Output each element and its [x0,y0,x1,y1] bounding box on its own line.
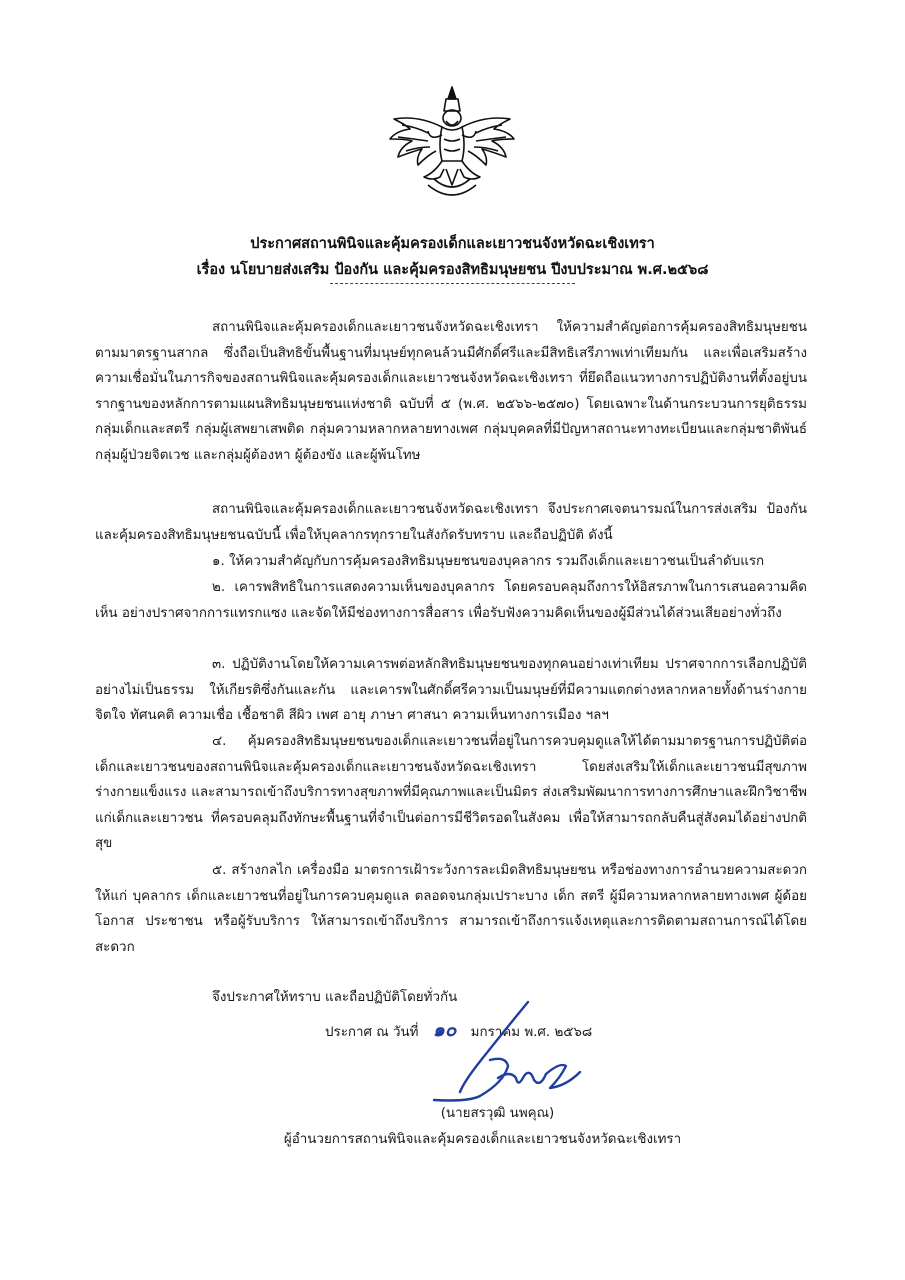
signer-name: (นายสรวุฒิ นพคุณ) [440,1106,555,1121]
date-prefix: ประกาศ ณ วันที่ [325,1025,419,1040]
policy-item-2: ๒. เคารพสิทธิในการแสดงความเห็นของบุคลากร โดยครอบคลุมถึงการให้อิสรภาพในการเสนอความคิดเห็น อย่างปราศจากการแทรกแซง และจัดให้มีช่องทางการสื่อสาร เพื่อรับฟังความคิดเห็นของผู้มีส่วนได้ส่วนเสียอย่างทั่วถึง [95,580,807,621]
signature-icon [420,996,620,1116]
closing-statement: จึงประกาศให้ทราบ และถือปฏิบัติโดยทั่วกัน [212,990,458,1005]
announcement-subject: เรื่อง นโยบายส่งเสริม ป้องกัน และคุ้มครองสิทธิมนุษยชน ปีงบประมาณ พ.ศ.๒๕๖๘ [196,262,709,278]
title-divider [330,283,575,284]
garuda-emblem-icon [388,85,516,207]
date-month-year: มกราคม พ.ศ. ๒๕๖๘ [470,1025,593,1040]
policy-item-4: ๔. คุ้มครองสิทธิมนุษยชนของเด็กและเยาวชนที่อยู่ในการควบคุมดูแลให้ได้ตามมาตรฐานการปฏิบัติต่อเด็กและเยาวชนของสถานพินิจและคุ้มครองเด็กและเยาวชนจังหวัดฉะเชิงเทรา โดยส่งเสริมให้เด็กและเยาวชนมีสุขภาพร่างกายแข็งแรง และสามารถเข้าถึงบริการทางสุขภาพที่มีคุณภาพและเป็นมิตร ส่งเสริมพัฒนาการทางการศึกษาและฝึกวิชาชีพแก่เด็กและเยาวชน ที่ครอบคลุมถึงทักษะพื้นฐานที่จำเป็นต่อการมีชีวิตรอดในสังคม เพื่อให้สามารถกลับคืนสู่สังคมได้อย่างปกติสุข [95,734,807,852]
policy-item-5: ๕. สร้างกลไก เครื่องมือ มาตรการเฝ้าระวังการละเมิดสิทธิมนุษยชน หรือช่องทางการอำนวยความสะดวกให้แก่ บุคลากร เด็กและเยาวชนที่อยู่ในการควบคุมดูแล ตลอดจนกลุ่มเปราะบาง เด็ก สตรี ผู้มีความหลากหลายทางเพศ ผู้ด้อยโอกาส ประชาชน หรือผู้รับบริการ ให้สามารถเข้าถึงบริการ สามารถเข้าถึงการแจ้งเหตุและการติดตามสถานการณ์ได้โดยสะดวก [95,863,807,955]
policy-item-3: ๓. ปฏิบัติงานโดยให้ความเคารพต่อหลักสิทธิมนุษยชนของทุกคนอย่างเท่าเทียม ปราศจากการเลือกปฏิบัติอย่างไม่เป็นธรรม ให้เกียรติซึ่งกันและกัน และเคารพในศักดิ์ศรีความเป็นมนุษย์ที่มีความแตกต่างหลากหลายทั้งด้านร่างกาย จิตใจ ทัศนคติ ความเชื่อ เชื้อชาติ สีผิว เพศ อายุ ภาษา ศาสนา ความเห็นทางการเมือง ฯลฯ [95,657,807,724]
policy-item-1: ๑. ให้ความสำคัญกับการคุ้มครองสิทธิมนุษยชนของบุคลากร รวมถึงเด็กและเยาวชนเป็นลำดับแรก [212,554,765,569]
body-paragraph-declaration: สถานพินิจและคุ้มครองเด็กและเยาวชนจังหวัดฉะเชิงเทรา จึงประกาศเจตนารมณ์ในการส่งเสริม ป้องกัน และคุ้มครองสิทธิมนุษยชนฉบับนี้ เพื่อให้บุคลากรทุกรายในสังกัดรับทราบ และถือปฏิบัติ ดังนี้ [95,502,807,543]
announcement-title: ประกาศสถานพินิจและคุ้มครองเด็กและเยาวชนจังหวัดฉะเชิงเทรา [250,236,655,252]
signer-title: ผู้อำนวยการสถานพินิจและคุ้มครองเด็กและเยาวชนจังหวัดฉะเชิงเทรา [283,1132,682,1147]
body-paragraph-intro: สถานพินิจและคุ้มครองเด็กและเยาวชนจังหวัดฉะเชิงเทรา ให้ความสำคัญต่อการคุ้มครองสิทธิมนุษยชนตามมาตรฐานสากล ซึ่งถือเป็นสิทธิขั้นพื้นฐานที่มนุษย์ทุกคนล้วนมีศักดิ์ศรีและมีสิทธิเสรีภาพเท่าเทียมกัน และเพื่อเสริมสร้างความเชื่อมั่นในภารกิจของสถานพินิจและคุ้มครองเด็กและเยาวชนจังหวัดฉะเชิงเทรา ที่ยึดถือแนวทางการปฏิบัติงานที่ตั้งอยู่บนรากฐานของหลักการตามแผนสิทธิมนุษยชนแห่งชาติ ฉบับที่ ๕ (พ.ศ. ๒๕๖๖-๒๕๗๐) โดยเฉพาะในด้านกระบวนการยุติธรรม กลุ่มเด็กและสตรี กลุ่มผู้เสพยาเสพติด กลุ่มความหลากหลายทางเพศ กลุ่มบุคคลที่มีปัญหาสถานะทางทะเบียนและกลุ่มชาติพันธ์ กลุ่มผู้ป่วยจิตเวช และกลุ่มผู้ต้องหา ผู้ต้องขัง และผู้พ้นโทษ [95,320,807,463]
date-day-handwritten: ๑๐ [432,1019,457,1041]
